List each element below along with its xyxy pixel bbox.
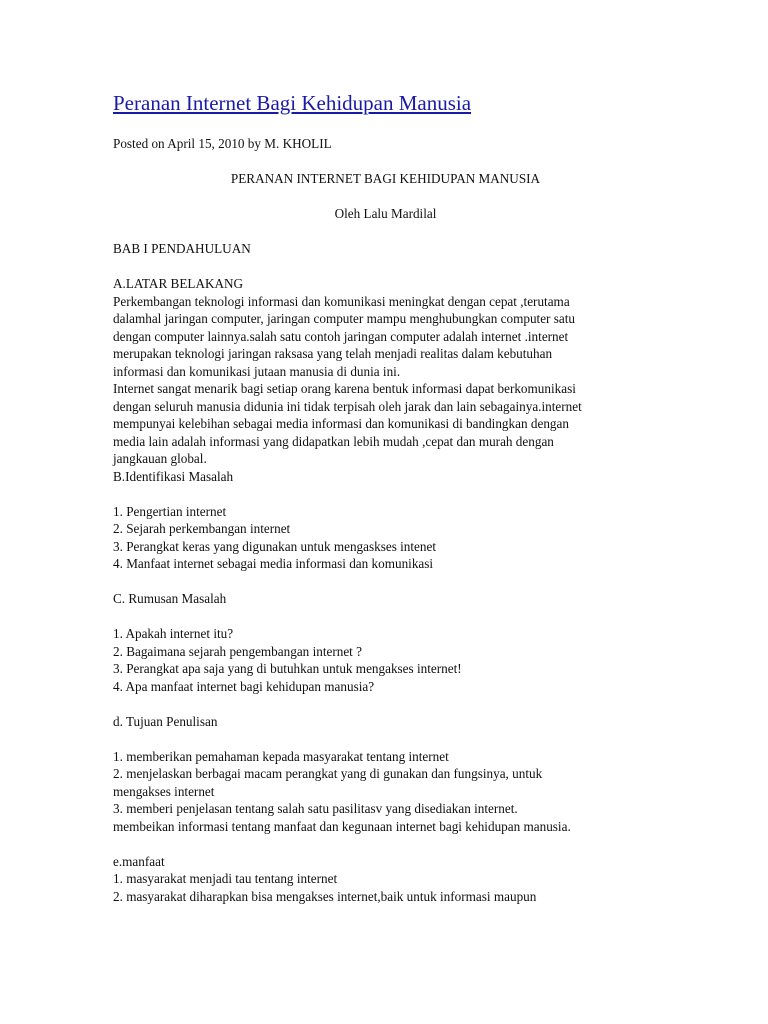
paragraph-line: mempunyai kelebihan sebagai media informasi dan komunikasi di bandingkan dengan bbox=[113, 416, 569, 431]
section-heading-manfaat: e.manfaat bbox=[113, 853, 165, 869]
chapter-heading: BAB I PENDAHULUAN bbox=[113, 241, 251, 256]
paragraph-line: Perkembangan teknologi informasi dan komunikasi meningkat dengan cepat ,terutama bbox=[113, 293, 570, 309]
paragraph-line: merupakan teknologi jaringan raksasa yang telah menjadi realitas dalam kebutuhan bbox=[113, 346, 553, 361]
post-meta: Posted on April 15, 2010 by M. KHOLIL bbox=[113, 136, 332, 151]
section-heading-identifikasi: B.Identifikasi Masalah bbox=[113, 468, 234, 484]
list-item: 2. Sejarah perkembangan internet bbox=[113, 521, 291, 536]
list-item: 1. masyarakat menjadi tau tentang internet bbox=[113, 871, 338, 886]
list-item: 2. menjelaskan berbagai macam perangkat yang di gunakan dan fungsinya, untuk bbox=[113, 766, 543, 781]
spacer bbox=[113, 258, 658, 276]
paragraph-line: dengan seluruh manusia didunia ini tidak terpisah oleh jarak dan lain sebagainya.internet bbox=[113, 398, 582, 414]
section-heading-latar: A.LATAR BELAKANG bbox=[113, 276, 244, 291]
list-item: 4. Manfaat internet sebagai media informasi dan komunikasi bbox=[113, 556, 434, 571]
document-page bbox=[113, 88, 658, 905]
list-item: 4. Apa manfaat internet bagi kehidupan manusia? bbox=[113, 678, 375, 694]
list-item: 3. Perangkat keras yang digunakan untuk mengaskses intenet bbox=[113, 538, 437, 554]
list-item: 2. masyarakat diharapkan bisa mengakses internet,baik untuk informasi maupun bbox=[113, 888, 537, 904]
document-body bbox=[113, 240, 658, 905]
paragraph-line: dengan computer lainnya.salah satu contoh jaringan computer adalah internet .internet bbox=[113, 328, 569, 344]
document-heading: PERANAN INTERNET BAGI KEHIDUPAN MANUSIA bbox=[230, 171, 541, 186]
list-item: mengakses internet bbox=[113, 783, 215, 799]
spacer bbox=[113, 835, 658, 853]
list-item: 2. Bagaimana sejarah pengembangan internet ? bbox=[113, 643, 362, 659]
paragraph-line: jangkauan global. bbox=[113, 451, 207, 466]
spacer bbox=[113, 608, 658, 626]
list-item: 1. Pengertian internet bbox=[113, 503, 227, 519]
post-title-link[interactable]: Peranan Internet Bagi Kehidupan Manusia bbox=[113, 91, 472, 115]
list-item: 3. Perangkat apa saja yang di butuhkan untuk mengakses internet! bbox=[113, 661, 462, 676]
list-item: 1. Apakah internet itu? bbox=[113, 626, 234, 641]
paragraph-line: Internet sangat menarik bagi setiap orang karena bentuk informasi dapat berkomunikasi bbox=[113, 381, 576, 396]
paragraph-line: dalamhal jaringan computer, jaringan computer mampu menghubungkan computer satu bbox=[113, 311, 575, 326]
list-item: membeikan informasi tentang manfaat dan kegunaan internet bagi kehidupan manusia. bbox=[113, 818, 571, 834]
spacer bbox=[113, 730, 658, 748]
spacer bbox=[113, 485, 658, 503]
spacer bbox=[113, 695, 658, 713]
spacer bbox=[113, 573, 658, 591]
paragraph-line: media lain adalah informasi yang didapatkan lebih mudah ,cepat dan murah dengan bbox=[113, 433, 554, 449]
document-author: Oleh Lalu Mardilal bbox=[334, 206, 437, 221]
list-item: 1. memberikan pemahaman kepada masyarakat tentang internet bbox=[113, 748, 449, 764]
section-heading-rumusan: C. Rumusan Masalah bbox=[113, 591, 227, 606]
list-item: 3. memberi penjelasan tentang salah satu pasilitasv yang disediakan internet. bbox=[113, 801, 518, 816]
paragraph-line: informasi dan komunikasi jutaan manusia di dunia ini. bbox=[113, 363, 401, 379]
section-heading-tujuan: d. Tujuan Penulisan bbox=[113, 713, 218, 729]
